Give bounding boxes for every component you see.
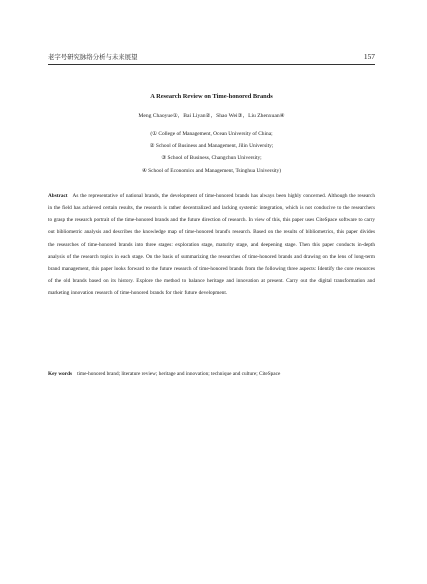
affiliation-2: ② School of Business and Management, Jilin University; — [149, 143, 274, 150]
header-rule — [48, 64, 375, 65]
keywords — [48, 368, 375, 380]
affiliations — [48, 128, 375, 177]
author-list: Meng Chaoyue①，Bai Liyan②，Shao Wei③，Liu Zhenxuan④ — [138, 113, 285, 119]
abstract-text: As the representative of national brands, the development of time-honored brands has always been highly concerned. Although the research in the field has achieved certain results, the research is rather decentralized and lacking systemic integration, which is not conducive to the researchers to grasp the research portrait of the time-honored brands and the future direction of research. In view of this, this paper uses CiteSpace software to carry out bibliometric analysis and describes the knowledge map of time-honored brand's research. Based on the results of bibliometrics, this paper divides the researches of time-honored brands into three stages: exploration stage, maturity stage, and deepening stage. Then this paper conducts in-depth analysis of the research topics in each stage. On the basis of summarizing the researches of time-honored brands and drawing on the lens of long-term brand management, this paper looks forward to the future research of time-honored brands from the following three aspects: Identify the core resources of the old brands based on its history. Explore the method to balance heritage and innovation at present. Carry out the digital transformation and marketing innovation research of time-honored brands for their future development. — [48, 193, 375, 297]
page-number: 157 — [363, 52, 375, 61]
abstract-label: Abstract — [48, 193, 68, 199]
affiliation-3: ③ School of Business, Changchun University; — [161, 155, 262, 162]
journal-title: 老字号研究脉络分析与未来展望 — [48, 53, 138, 61]
abstract — [48, 190, 375, 299]
paper-title: A Research Review on Time-honored Brands — [150, 93, 273, 100]
affiliation-4: ④ School of Economics and Management, Tsinghua University) — [141, 167, 282, 174]
running-head — [48, 50, 375, 64]
affiliation-1: (① College of Management, Ocean University of China; — [150, 131, 273, 137]
keywords-text: time-honored brand; literature review; heritage and innovation; technique and culture; CiteSpace — [77, 371, 281, 377]
keywords-label: Key words — [48, 371, 73, 377]
